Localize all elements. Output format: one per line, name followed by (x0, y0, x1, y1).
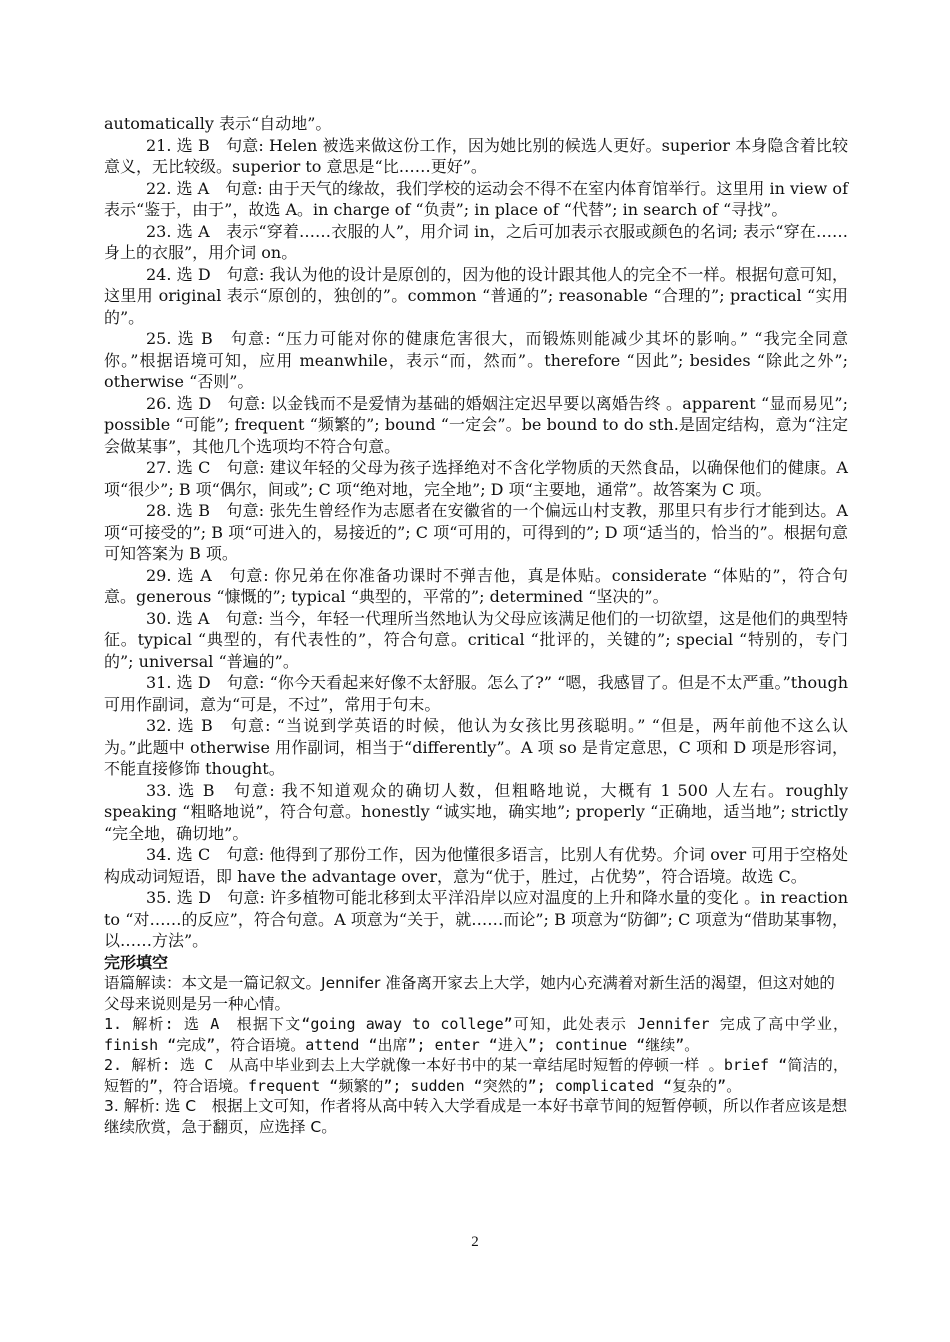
answer-paragraph: 30. 选 A 句意: 当今，年轻一代理所当然地认为父母应该满足他们的一切欲望，这是他们的典型特征。typical “典型的，有代表性的”，符合句意。critical “批评的，关键的”; special “特别的，专门的”; universal “普遍的”。 (104, 608, 848, 671)
answer-paragraph: 24. 选 D 句意: 我认为他的设计是原创的，因为他的设计跟其他人的完全不一样。根据句意可知，这里用 original 表示“原创的，独创的”。common “普通的”; reasonable “合理的”; practical “实用的”。 (104, 264, 848, 327)
answer-paragraph: 28. 选 B 句意: 张先生曾经作为志愿者在安徽省的一个偏远山村支教，那里只有步行才能到达。A 项“可接受的”; B 项“可进入的，易接近的”; C 项“可用的，可得到的”; D 项“适当的，恰当的”。根据句意可知答案为 B 项。 (104, 501, 848, 563)
section-title: 完形填空 (104, 952, 169, 972)
answer-paragraph: 33. 选 B 句意: 我不知道观众的确切人数，但粗略地说，大概有 1 500 人左右。roughly speaking “粗略地说”，符合句意。honestly “诚实地，确实地”; properly “正确地，适当地”; strictly “完全地，确切地”。 (104, 780, 848, 843)
passage-intro: 语篇解读：本文是一篇记叙文。Jennifer 准备离开家去上大学，她内心充满着对新生活的渴望，但这对她的父母来说则是另一种心情。 (104, 974, 835, 1013)
answer-paragraph: 31. 选 D 句意: “你今天看起来好像不太舒服。怎么了?” “嗯，我感冒了。但是不太严重。”though 可用作副词，意为“可是，不过”，常用于句末。 (104, 673, 848, 714)
answer-paragraph: 32. 选 B 句意: “当说到学英语的时候，他认为女孩比男孩聪明。” “但是，两年前他不这么认为。”此题中 otherwise 用作副词，相当于“differently”。A 项 so 是肯定意思，C 项和 D 项是形容词，不能直接修饰 thought。 (104, 716, 848, 778)
analysis-item: 2. 解析: 选 C 从高中毕业到去上大学就像一本好书中的某一章结尾时短暂的停顿一样 。brief “简洁的，短暂的”，符合语境。frequent “频繁的”; sudden “突然的”; complicated “复杂的”。 (104, 1056, 848, 1095)
answer-paragraph: automatically 表示“自动地”。 (104, 114, 332, 133)
answer-paragraph: 21. 选 B 句意: Helen 被选来做这份工作，因为她比别的候选人更好。superior 本身隐含着比较意义，无比较级。superior to 意思是“比……更好”。 (104, 135, 848, 176)
analysis-item: 1. 解析: 选 A 根据下文“going away to college”可知，此处表示 Jennifer 完成了高中学业，finish “完成”，符合语境。attend “出席”; enter “进入”; continue “继续”。 (104, 1015, 848, 1054)
answer-paragraph: 35. 选 D 句意: 许多植物可能北移到太平洋沿岸以应对温度的上升和降水量的变化 。in reaction to “对……的反应”，符合句意。A 项意为“关于，就……而论”; B 项意为“防御”; C 项意为“借助某事物，以……方法”。 (104, 888, 848, 950)
answer-paragraph: 22. 选 A 句意: 由于天气的缘故，我们学校的运动会不得不在室内体育馆举行。这里用 in view of 表示“鉴于，由于”，故选 A。in charge of “负责”; in place of “代替”; in search of “寻找”。 (104, 178, 848, 219)
answer-paragraph: 23. 选 A 表示“穿着……衣服的人”，用介词 in，之后可加表示衣服或颜色的名词; 表示“穿在……身上的衣服”，用介词 on。 (104, 221, 848, 262)
answer-paragraph: 34. 选 C 句意: 他得到了那份工作，因为他懂很多语言，比别人有优势。介词 over 可用于空格处构成动词短语，即 have the advantage over，意为“优于，胜过，占优势”，符合语境。故选 C。 (104, 845, 848, 886)
answer-paragraph: 26. 选 D 句意: 以金钱而不是爱情为基础的婚姻注定迟早要以离婚告终 。apparent “显而易见”; possible “可能”; frequent “频繁的”; bound “一定会”。be bound to do sth.是固定结构，意为“注定会做某事”，其他几个选项均不符合句意。 (104, 393, 848, 456)
page-number: 2 (471, 1234, 479, 1250)
answer-paragraph: 29. 选 A 句意: 你兄弟在你准备功课时不弹吉他，真是体贴。considerate “体贴的”，符合句意。generous “慷慨的”; typical “典型的，平常的”; determined “坚决的”。 (104, 565, 848, 606)
analysis-item: 3. 解析: 选 C 根据上文可知，作者将从高中转入大学看成是一本好书章节间的短暂停顿，所以作者应该是想继续欣赏，急于翻页，应选择 C。 (104, 1097, 848, 1136)
document-page (104, 113, 848, 1137)
answer-paragraph: 27. 选 C 句意: 建议年轻的父母为孩子选择绝对不含化学物质的天然食品，以确保他们的健康。A 项“很少”; B 项“偶尔，间或”; C 项“绝对地，完全地”; D 项“主要地，通常”。故答案为 C 项。 (104, 458, 848, 499)
answer-paragraph: 25. 选 B 句意: “压力可能对你的健康危害很大，而锻炼则能减少其坏的影响。” “我完全同意你。”根据语境可知，应用 meanwhile，表示“而，然而”。therefore “因此”; besides “除此之外”; otherwise “否则”。 (104, 329, 848, 391)
